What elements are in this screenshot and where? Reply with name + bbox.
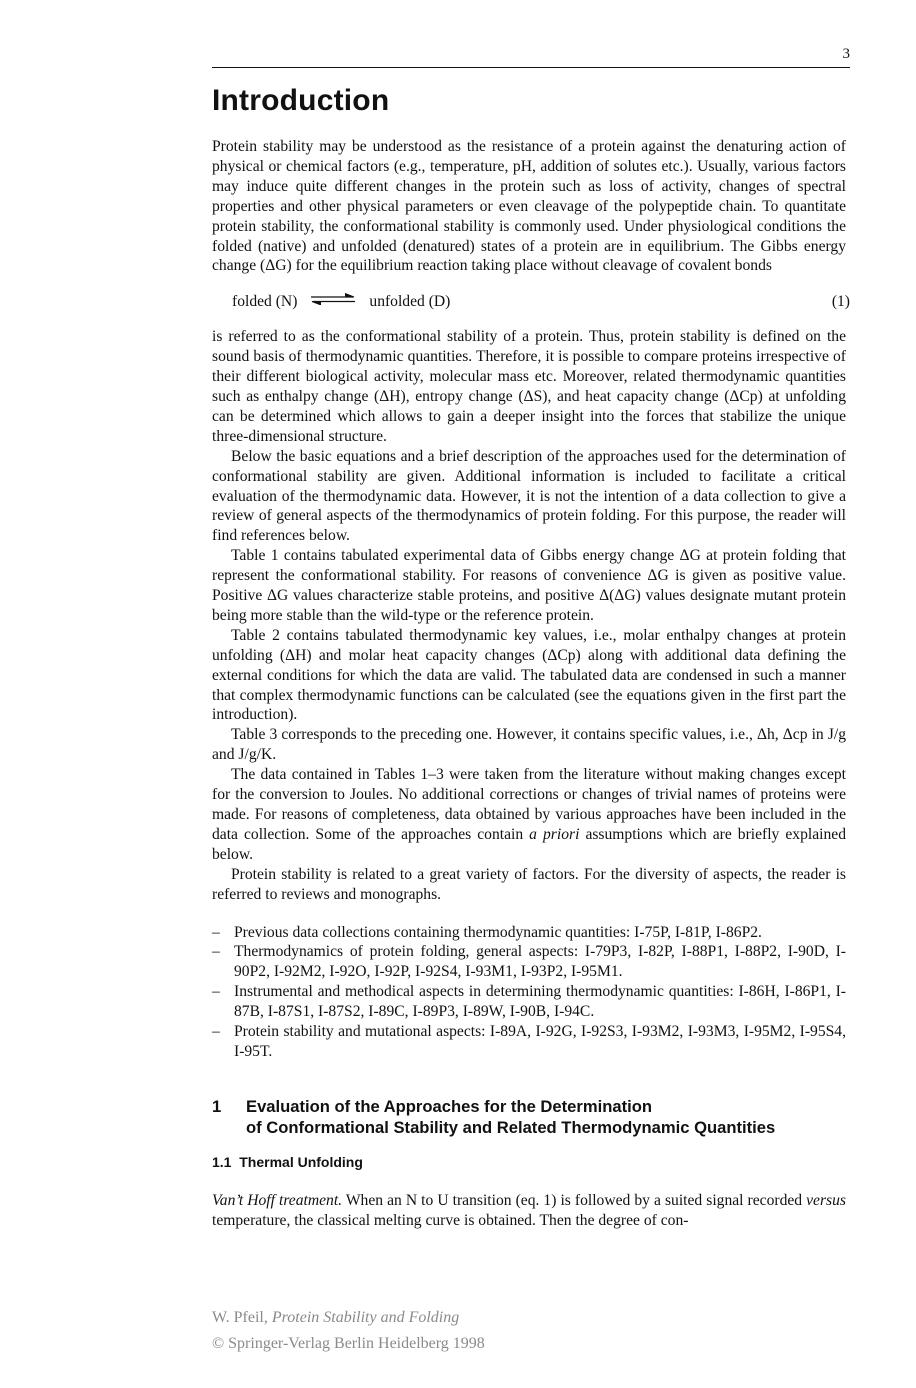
paragraph-8: Protein stability is related to a great variety of factors. For the diversity of aspects, the reader is referred to reviews and monographs. xyxy=(212,865,846,903)
paragraph-9: Van’t Hoff treatment. When an N to U transition (eq. 1) is followed by a suited signal recorded versus temperature, the classical melting curve is obtained. Then the degree of con- xyxy=(212,1191,846,1229)
paragraph-6: Table 3 corresponds to the preceding one. However, it contains specific values, i.e., Δh, Δcp in J/g and J/g/K. xyxy=(212,726,846,764)
list-item: – Protein stability and mutational aspects: I-89A, I-92G, I-92S3, I-93M2, I-93M3, I-95M2, I-95S4, I-95T. xyxy=(212,1022,846,1062)
equation-right: unfolded (D) xyxy=(369,293,451,311)
paragraph-5: Table 2 contains tabulated thermodynamic key values, i.e., molar enthalpy changes at protein unfolding (ΔH) and molar heat capacity changes (ΔCp) along with additional data defining the external conditions for which the data are valid. The tabulated data are condensed in such a manner that complex thermodynamic functions can be calculated (see the equations given in the first part the introduction). xyxy=(212,626,846,724)
page-title: Introduction xyxy=(212,84,390,117)
header-rule xyxy=(212,67,850,68)
paragraph-2: is referred to as the conformational stability of a protein. Thus, protein stability is defined on the sound basis of thermodynamic quantities. Therefore, it is possible to compare proteins irrespective of their different biological activity, molecular mass etc. Moreover, related thermodynamic quantities such as enthalpy change (ΔH), entropy change (ΔS), and heat capacity change (ΔCp) at unfolding can be determined which allows to gain a deeper insight into the forces that stabilize the unique three-dimensional structure. xyxy=(212,328,846,445)
section-title: Evaluation of the Approaches for the Determination of Conformational Stability and Related Thermodynamic Quantities xyxy=(246,1096,776,1137)
paragraph-7: The data contained in Tables 1–3 were taken from the literature without making changes except for the conversion to Joules. No additional corrections or changes of trivial names of proteins were made. For reasons of completeness, data obtained by various approaches have been included in the data collection. Some of the approaches contain a priori assumptions which are briefly explained below. xyxy=(212,766,846,863)
footer-copyright: © Springer-Verlag Berlin Heidelberg 1998 xyxy=(212,1335,485,1352)
paragraph-3: Below the basic equations and a brief description of the approaches used for the determination of conformational stability are given. Additional information is included to facilitate a critical evaluation of the thermodynamic data. However, it is not the intention of a data collection to give a review of general aspects of the thermodynamics of protein folding. For this purpose, the reader will find references below. xyxy=(212,447,846,545)
body-text xyxy=(212,137,850,1231)
list-item: – Thermodynamics of protein folding, general aspects: I-79P3, I-82P, I-88P1, I-88P2, I-90D, I-90P2, I-92M2, I-92O, I-92P, I-92S4, I-93M1, I-93P2, I-95M1. xyxy=(212,942,846,982)
equation-1 xyxy=(212,292,850,312)
list-item: – Instrumental and methodical aspects in determining thermodynamic quantities: I-86H, I-86P1, I-87B, I-87S1, I-87S2, I-89C, I-89P3, I-89W, I-90B, I-94C. xyxy=(212,982,846,1022)
section-number: 1 xyxy=(212,1096,222,1116)
equation-left: folded (N) xyxy=(232,293,298,311)
reference-list xyxy=(212,923,846,1062)
page-number: 3 xyxy=(842,46,850,62)
paragraph-1: Protein stability may be understood as the resistance of a protein against the denaturing action of physical or chemical factors (e.g., temperature, pH, addition of solutes etc.). Usually, various factors may induce quite different changes in the protein such as loss of activity, changes of spectral properties and other physical parameters or even cleavage of the polypeptide chain. To quantitate protein stability, the conformational stability is commonly used. Under physiological conditions the folded (native) and unfolded (denatured) states of a protein are in equilibrium. The Gibbs energy change (ΔG) for the equilibrium reaction taking place without cleavage of covalent bonds xyxy=(212,138,846,275)
subsection-heading: 1.1 Thermal Unfolding xyxy=(212,1153,363,1170)
section-heading xyxy=(212,1096,846,1138)
equilibrium-arrows-icon xyxy=(309,292,357,312)
equation-number: (1) xyxy=(831,293,850,311)
paragraph-4: Table 1 contains tabulated experimental data of Gibbs energy change ΔG at protein folding that represent the conformational stability. For reasons of convenience ΔG is given as positive value. Positive ΔG values characterize stable proteins, and positive Δ(ΔG) values designate mutant protein being more stable than the wild-type or the reference protein. xyxy=(212,547,846,624)
footer-citation: W. Pfeil, Protein Stability and Folding xyxy=(212,1309,460,1326)
footer xyxy=(212,1305,485,1357)
list-item: – Previous data collections containing thermodynamic quantities: I-75P, I-81P, I-86P2. xyxy=(212,923,846,943)
